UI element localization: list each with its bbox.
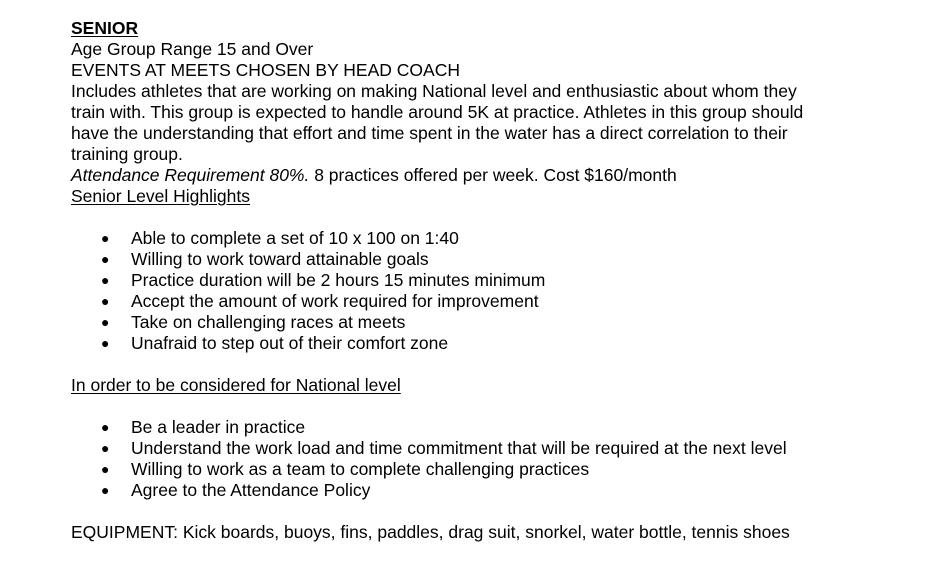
list-item (71, 480, 931, 501)
bullet-icon: ● (101, 482, 110, 498)
list-item-text: Accept the amount of work required for improvement (131, 291, 539, 311)
description-line: Includes athletes that are working on making National level and enthusiastic about whom they (71, 81, 797, 101)
spacer (71, 501, 931, 522)
bullet-icon: ● (101, 293, 110, 309)
attendance-details: 8 practices offered per week. Cost $160/month (309, 165, 677, 185)
list-item-text: Understand the work load and time commitment that will be required at the next level (131, 438, 787, 458)
document-body (71, 18, 931, 543)
section-heading: SENIOR (71, 18, 139, 38)
list-item-text: Willing to work toward attainable goals (131, 249, 429, 269)
list-item-text: Be a leader in practice (131, 417, 306, 437)
list-item (71, 270, 931, 291)
equipment-line: EQUIPMENT: Kick boards, buoys, fins, paddles, drag suit, snorkel, water bottle, tennis shoes (71, 522, 790, 542)
list-item (71, 333, 931, 354)
list-item (71, 459, 931, 480)
list-item-text: Able to complete a set of 10 x 100 on 1:40 (131, 228, 459, 248)
events-line: EVENTS AT MEETS CHOSEN BY HEAD COACH (71, 60, 460, 80)
list-item (71, 249, 931, 270)
list-item-text: Practice duration will be 2 hours 15 minutes minimum (131, 270, 546, 290)
spacer (71, 354, 931, 375)
national-title: In order to be considered for National level (71, 375, 401, 395)
bullet-icon: ● (101, 461, 110, 477)
description-paragraph (71, 81, 851, 165)
national-list (71, 417, 931, 501)
spacer (71, 396, 931, 417)
list-item-text: Willing to work as a team to complete challenging practices (131, 459, 590, 479)
bullet-icon: ● (101, 314, 110, 330)
bullet-icon: ● (101, 335, 110, 351)
spacer (71, 207, 931, 228)
bullet-icon: ● (101, 230, 110, 246)
list-item (71, 312, 931, 333)
list-item-text: Agree to the Attendance Policy (131, 480, 371, 500)
attendance-line (71, 165, 931, 186)
description-line: training group. (71, 144, 183, 164)
list-item (71, 417, 931, 438)
bullet-icon: ● (101, 419, 110, 435)
bullet-icon: ● (101, 251, 110, 267)
age-group-line: Age Group Range 15 and Over (71, 39, 314, 59)
list-item-text: Take on challenging races at meets (131, 312, 406, 332)
bullet-icon: ● (101, 440, 110, 456)
list-item (71, 228, 931, 249)
list-item-text: Unafraid to step out of their comfort zone (131, 333, 449, 353)
list-item (71, 438, 931, 459)
attendance-requirement: Attendance Requirement 80%. (71, 165, 310, 185)
bullet-icon: ● (101, 272, 110, 288)
description-line: have the understanding that effort and time spent in the water has a direct correlation to their (71, 123, 788, 143)
description-line: train with. This group is expected to handle around 5K at practice. Athletes in this group should (71, 102, 804, 122)
highlights-list (71, 228, 931, 354)
list-item (71, 291, 931, 312)
highlights-title: Senior Level Highlights (71, 186, 250, 206)
